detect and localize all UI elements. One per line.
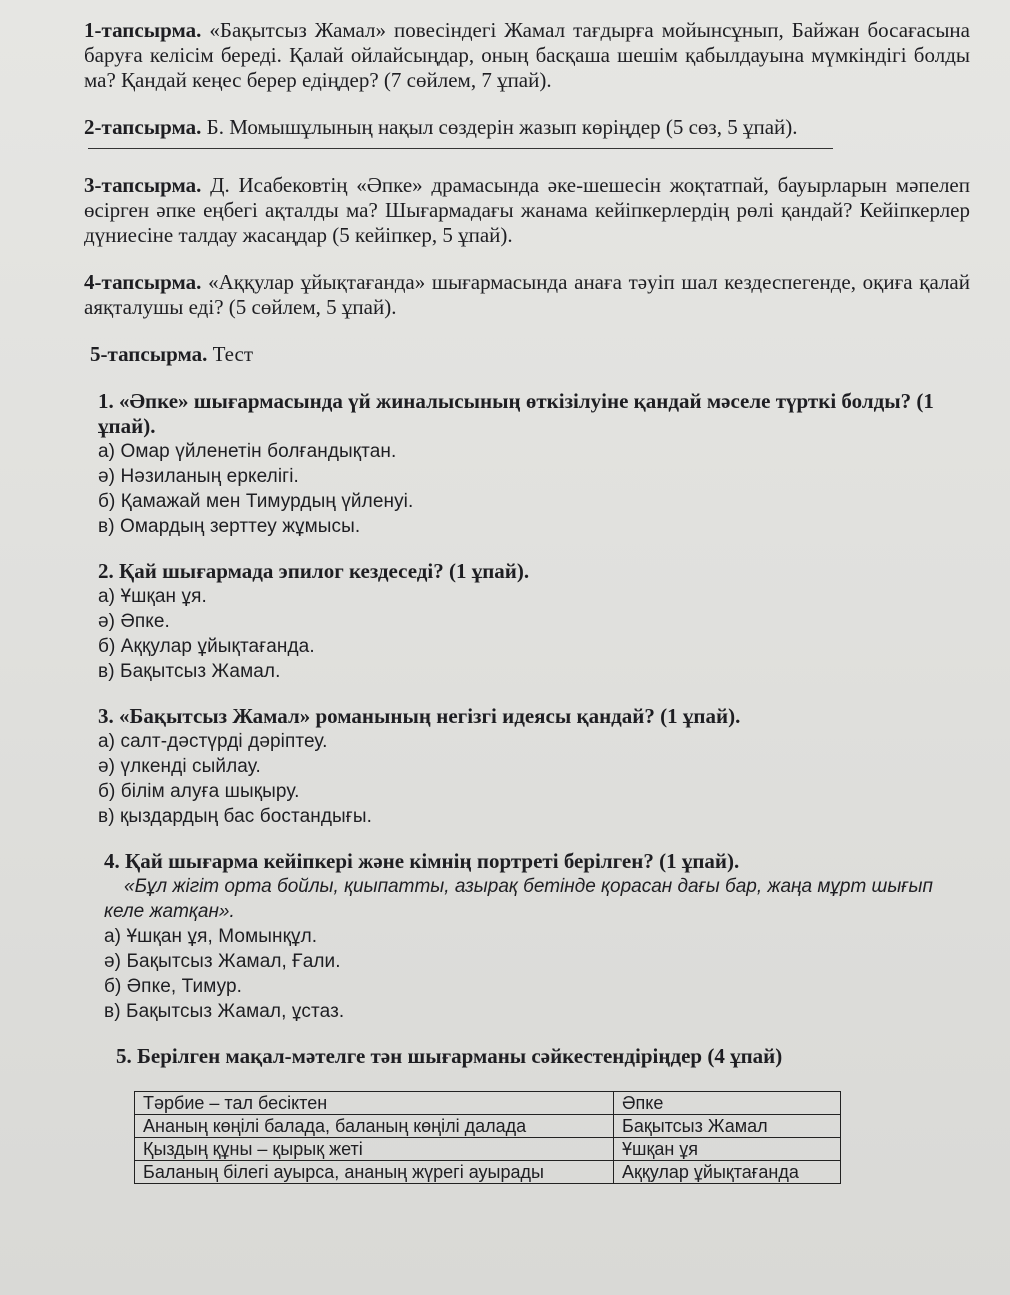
proverb-cell: Баланың білегі ауырса, ананың жүрегі ауырады — [135, 1161, 614, 1184]
task-1-label: 1-тапсырма. — [84, 18, 202, 42]
answer-option: а) Омар үйленетін болғандықтан. — [98, 441, 397, 462]
question-title: 5. Берілген мақал-мәтелге тән шығарманы сәйкестендіріңдер (4 ұпай) — [116, 1044, 783, 1068]
task-3-label: 3-тапсырма. — [84, 173, 202, 197]
task-3-text: Д. Исабековтің «Әпке» драмасында әке-шешесін жоқтатпай, бауырларын мәпелеп өсірген әпке еңбегі ақталды ма? Шығармадағы жанама кейіпкерлердің рөлі қандай? Кейіпкерлер дүниесіне талдау жасаңдар (5 кейіпкер, 5 ұпай). — [84, 173, 970, 247]
answer-option: а) салт-дәстүрді дәріптеу. — [98, 731, 328, 752]
answer-option: в) Бақытсыз Жамал. — [98, 661, 281, 682]
matching-table — [134, 1091, 841, 1184]
work-cell: Ұшқан ұя — [614, 1138, 841, 1161]
task-5-heading — [90, 342, 970, 367]
question-title: 2. Қай шығармада эпилог кездеседі? (1 ұпай). — [98, 559, 530, 583]
answer-option: б) Аққулар ұйықтағанда. — [98, 636, 315, 657]
proverb-cell: Қыздың құны – қырық жеті — [135, 1138, 614, 1161]
answer-option: б) Әпке, Тимур. — [104, 976, 243, 997]
task-3 — [84, 173, 970, 248]
work-cell: Бақытсыз Жамал — [614, 1115, 841, 1138]
question-title: 3. «Бақытсыз Жамал» романының негізгі идеясы қандай? (1 ұпай). — [98, 704, 741, 728]
task-4-label: 4-тапсырма. — [84, 270, 202, 294]
answer-option: в) қыздардың бас бостандығы. — [98, 806, 372, 827]
answer-option: в) Омардың зерттеу жұмысы. — [98, 516, 361, 537]
question-2 — [98, 559, 970, 684]
task-4 — [84, 270, 970, 320]
answer-option: а) Ұшқан ұя. — [98, 586, 207, 607]
task-5-label: 5-тапсырма. — [90, 342, 208, 366]
answer-option: ә) Әпке. — [98, 611, 170, 632]
question-title: 4. Қай шығарма кейіпкері және кімнің портреті берілген? (1 ұпай). — [104, 849, 740, 873]
task-4-text: «Аққулар ұйықтағанда» шығармасында анаға тәуіп шал кездеспегенде, оқиға қалай аяқталушы еді? (5 сөйлем, 5 ұпай). — [84, 270, 970, 319]
table-row — [135, 1138, 841, 1161]
work-cell: Әпке — [614, 1092, 841, 1115]
answer-option: ә) Бақытсыз Жамал, Ғали. — [104, 951, 341, 972]
question-1 — [98, 389, 970, 539]
question-5 — [116, 1044, 970, 1184]
proverb-cell: Тәрбие – тал бесіктен — [135, 1092, 614, 1115]
work-cell: Аққулар ұйықтағанда — [614, 1161, 841, 1184]
task-1 — [84, 18, 970, 93]
answer-option: а) Ұшқан ұя, Момынқұл. — [104, 926, 318, 947]
question-3 — [98, 704, 970, 829]
answer-option: ә) үлкенді сыйлау. — [98, 756, 261, 777]
answer-option: в) Бақытсыз Жамал, ұстаз. — [104, 1001, 345, 1022]
answer-line — [88, 148, 833, 149]
task-2-text: Б. Момышұлының нақыл сөздерін жазып көріңдер (5 сөз, 5 ұпай). — [201, 115, 798, 139]
question-title: 1. «Әпке» шығармасында үй жиналысының өткізілуіне қандай мәселе түрткі болды? (1 ұпай). — [98, 389, 934, 438]
task-5-text: Тест — [207, 342, 254, 366]
answer-option: б) білім алуға шықыру. — [98, 781, 300, 802]
task-1-text: «Бақытсыз Жамал» повесіндегі Жамал тағдырға мойынсұнып, Байжан босағасына баруға келісім береді. Қалай ойлайсыңдар, оның басқаша шешім қабылдауына мүмкіндігі болды ма? Қандай кеңес берер едіңдер? (7 сөйлем, 7 ұпай). — [84, 18, 970, 92]
task-2-label: 2-тапсырма. — [84, 115, 202, 139]
table-row — [135, 1115, 841, 1138]
proverb-cell: Ананың көңілі балада, баланың көңілі далада — [135, 1115, 614, 1138]
question-4 — [104, 849, 970, 1024]
portrait-quote: «Бұл жігіт орта бойлы, қиыпатты, азырақ бетінде қорасан дағы бар, жаңа мұрт шығып келе жатқан». — [104, 876, 933, 922]
answer-option: б) Қамажай мен Тимурдың үйленуі. — [98, 491, 414, 512]
table-row — [135, 1161, 841, 1184]
answer-option: ә) Нәзиланың еркелігі. — [98, 466, 299, 487]
task-2 — [84, 115, 970, 140]
table-row — [135, 1092, 841, 1115]
